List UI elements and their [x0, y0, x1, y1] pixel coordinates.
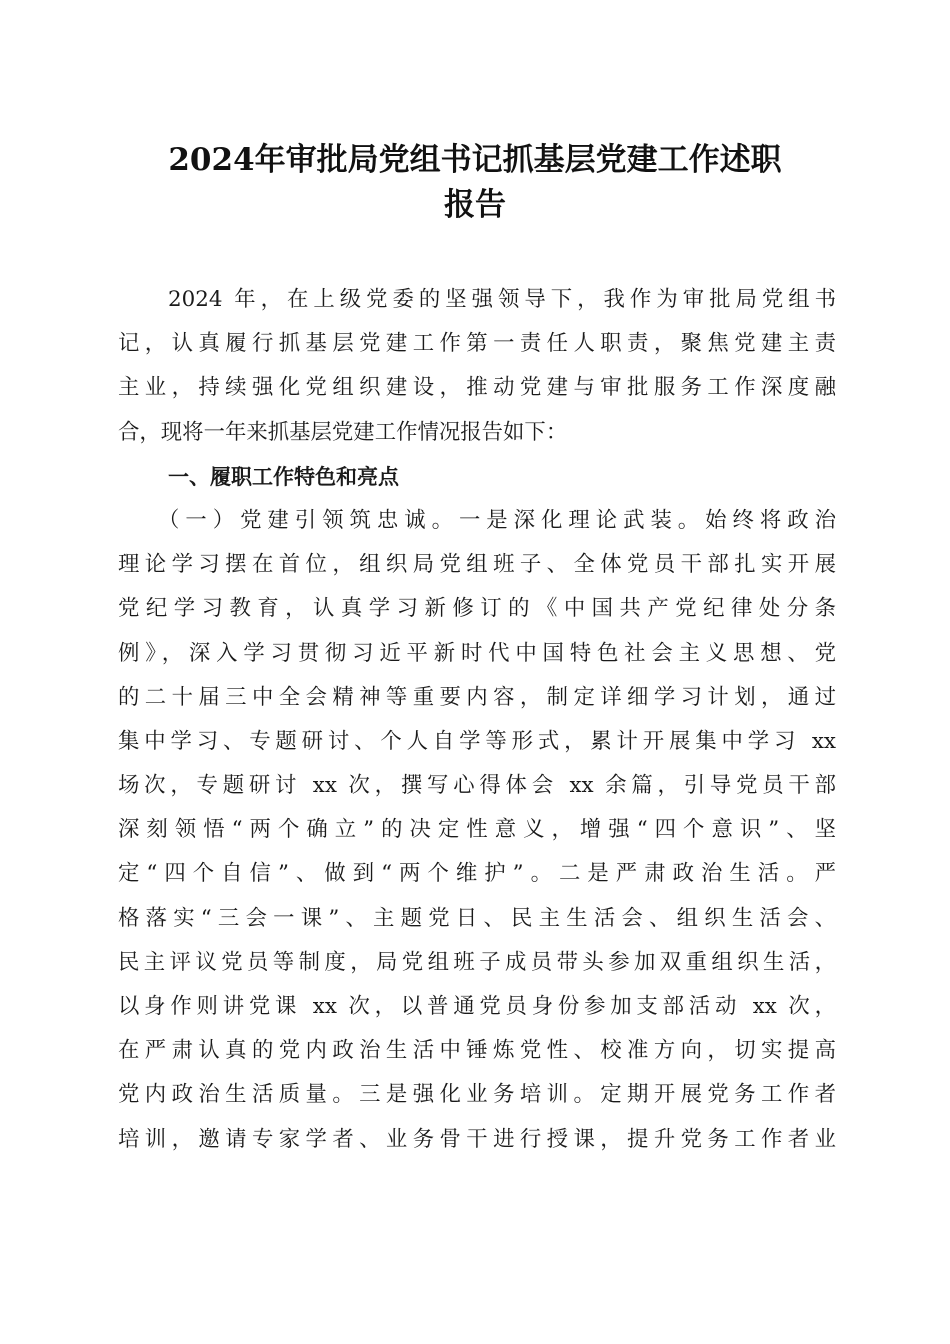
paragraph-line: 的二十届三中全会精神等重要内容，制定详细学习计划，通过 [118, 684, 836, 710]
paragraph-line: 定“四个自信”、做到“两个维护”。二是严肃政治生活。严 [118, 861, 836, 887]
paragraph-line: 理论学习摆在首位，组织局党组班子、全体党员干部扎实开展 [118, 552, 836, 578]
paragraph-line: 深刻领悟“两个确立”的决定性意义，增强“四个意识”、坚 [118, 817, 836, 843]
paragraph-line: 在严肃认真的党内政治生活中锤炼党性、校准方向，切实提高 [118, 1038, 836, 1064]
section-heading: 一、履职工作特色和亮点 [168, 464, 399, 489]
title-line-1: 2024年审批局党组书记抓基层党建工作述职 [168, 142, 782, 178]
intro-line: 记，认真履行抓基层党建工作第一责任人职责，聚焦党建主责 [118, 331, 836, 357]
paragraph-line: 民主评议党员等制度，局党组班子成员带头参加双重组织生活， [118, 949, 836, 975]
document-title [100, 138, 850, 228]
paragraph-line: 党内政治生活质量。三是强化业务培训。定期开展党务工作者 [118, 1082, 836, 1108]
paragraph-line: 党纪学习教育，认真学习新修订的《中国共产党纪律处分条 [118, 596, 836, 622]
intro-line: 2024 年，在上级党委的坚强领导下，我作为审批局党组书 [168, 287, 836, 312]
paragraph-line: 集中学习、专题研讨、个人自学等形式，累计开展集中学习 xx [118, 728, 836, 754]
intro-line: 合，现将一年来抓基层党建工作情况报告如下： [118, 419, 568, 445]
paragraph-line: 场次，专题研讨 xx 次，撰写心得体会 xx 余篇，引导党员干部 [118, 773, 836, 799]
document-body [118, 278, 836, 1162]
paragraph-line: 培训，邀请专家学者、业务骨干进行授课，提升党务工作者业 [118, 1126, 836, 1152]
paragraph-line: 例》，深入学习贯彻习近平新时代中国特色社会主义思想、党 [118, 640, 836, 666]
intro-line: 主业，持续强化党组织建设，推动党建与审批服务工作深度融 [118, 375, 836, 401]
paragraph-line: 格落实“三会一课”、主题党日、民主生活会、组织生活会、 [118, 905, 836, 931]
title-line-2: 报告 [444, 187, 506, 223]
paragraph-line: （一）党建引领筑忠诚。一是深化理论武装。始终将政治 [158, 507, 836, 533]
paragraph-line: 以身作则讲党课 xx 次，以普通党员身份参加支部活动 xx 次， [118, 994, 836, 1019]
